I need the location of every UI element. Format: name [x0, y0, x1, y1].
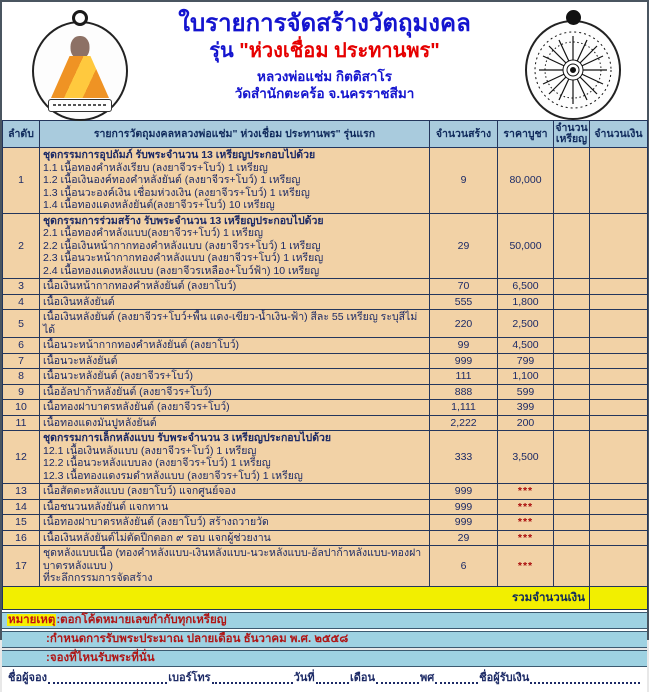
item-cell [40, 499, 430, 515]
item-line: เนื้อเงินหลังยันต์ (ลงยาจีวร+โบว์+พื้น แดง-เขียว-น้ำเงิน-ฟ้า) สีละ 55 เหรียญ ระบุสีไม่ได้ [43, 311, 418, 336]
qty-cell: 111 [430, 369, 498, 385]
monk-head-shape [71, 36, 90, 59]
amount-cell [590, 431, 648, 484]
receiver-name-blank [530, 673, 640, 684]
amount-cell [590, 400, 648, 416]
price-cell: 3,500 [498, 431, 554, 484]
table-row [3, 148, 648, 214]
item-cell [40, 369, 430, 385]
qty-cell: 9 [430, 148, 498, 214]
item-line: ที่ระลึกกรรมการจัดสร้าง [43, 572, 153, 584]
item-line: 12.3 เนื้อทองแดงรมดำหลังแบบ (ลงยาจีวร+โบว์) 1 เหรียญ [43, 469, 303, 482]
month-blank [376, 673, 419, 684]
order-cell: 9 [3, 384, 40, 400]
amulet-loop-icon [72, 10, 88, 26]
total-label: รวมจำนวนเงิน [3, 586, 590, 609]
amulet-front-monk-portrait-image [28, 10, 132, 118]
coin-count-cell [554, 338, 590, 354]
order-cell: 4 [3, 294, 40, 310]
note-text: :ตอกโค้ดหมายเลขกำกับทุกเหรียญ [56, 613, 227, 626]
qty-cell: 999 [430, 515, 498, 531]
table-row [3, 484, 648, 500]
amount-cell [590, 369, 648, 385]
item-line: ชุดหลังแบบเนื้อ (ทองคำหลังแบบ-เงินหลังแบบ-นวะหลังแบบ-อัลปาก้าหลังแบบ-ทองฝาบาตรหลังแบบ ) [43, 547, 422, 572]
item-cell [40, 515, 430, 531]
notes-section [2, 610, 647, 667]
amount-cell [590, 546, 648, 587]
item-line: ชุดกรรมการเล็กหลังแบบ รับพระจำนวน 3 เหรียญประกอบไปด้วย [43, 432, 332, 444]
coin-count-cell [554, 400, 590, 416]
table-row [3, 294, 648, 310]
amount-cell [590, 415, 648, 431]
monk-name: หลวงพ่อแช่ม กิตติสาโร [257, 69, 392, 84]
order-cell: 14 [3, 499, 40, 515]
amount-cell [590, 310, 648, 338]
table-row [3, 400, 648, 416]
item-line: 1.1 เนื้อทองคำหลังเรียบ (ลงยาจีวร+โบว์) 1 เหรียญ [43, 161, 268, 174]
table-row [3, 546, 648, 587]
item-line: 1.4 เนื้อทองแดงหลังยันต์(ลงยาจีวร+โบว์) 10 เหรียญ [43, 199, 275, 211]
monk-robe-shape [51, 56, 109, 98]
price-cell: 799 [498, 353, 554, 369]
amulet-front-oval [32, 21, 128, 121]
qty-cell: 999 [430, 353, 498, 369]
item-cell [40, 279, 430, 295]
coin-count-cell [554, 148, 590, 214]
total-row [3, 586, 648, 609]
col-header-price: ราคาบูชา [498, 121, 554, 148]
item-cell [40, 530, 430, 546]
qty-cell: 999 [430, 484, 498, 500]
table-row [3, 338, 648, 354]
col-header-qty-made: จำนวนสร้าง [430, 121, 498, 148]
amount-cell [590, 338, 648, 354]
item-line: 2.2 เนื้อเงินหน้ากากทองคำหลังแบบ (ลงยาจีวร+โบว์) 1 เหรียญ [43, 239, 321, 252]
qty-cell: 99 [430, 338, 498, 354]
field-label-receiver-name: ชื่อผู้รับเงิน [479, 671, 530, 684]
qty-cell: 888 [430, 384, 498, 400]
coin-count-cell [554, 213, 590, 279]
coin-count-cell [554, 369, 590, 385]
stars-placeholder: *** [517, 516, 534, 529]
yantra-pattern-icon [527, 22, 619, 118]
price-cell: 2,500 [498, 310, 554, 338]
order-cell: 2 [3, 213, 40, 279]
amount-cell [590, 213, 648, 279]
order-cell: 16 [3, 530, 40, 546]
stars-placeholder: *** [517, 559, 534, 572]
item-cell [40, 338, 430, 354]
amount-cell [590, 384, 648, 400]
coin-count-cell [554, 431, 590, 484]
price-cell: 1,800 [498, 294, 554, 310]
order-cell: 11 [3, 415, 40, 431]
price-cell [498, 546, 554, 587]
item-line: เนื้อนวะหน้ากากทองคำหลังยันต์ (ลงยาโบว์) [43, 339, 240, 351]
field-label-month: เดือน [350, 671, 376, 684]
note-line [2, 631, 647, 648]
item-line: เนื้อทองแดงมันปูหลังยันต์ [43, 416, 157, 429]
item-cell [40, 294, 430, 310]
coin-count-cell [554, 530, 590, 546]
price-cell: 80,000 [498, 148, 554, 214]
table-row [3, 369, 648, 385]
item-cell [40, 213, 430, 279]
table-row [3, 279, 648, 295]
price-cell: 599 [498, 384, 554, 400]
note-line [2, 650, 647, 667]
amount-cell [590, 294, 648, 310]
item-cell [40, 148, 430, 214]
coin-count-cell [554, 310, 590, 338]
qty-cell: 999 [430, 499, 498, 515]
stars-placeholder: *** [517, 531, 534, 544]
amount-cell [590, 148, 648, 214]
table-row [3, 530, 648, 546]
item-line: 2.4 เนื้อทองแดงหลังแบบ (ลงยาจีวรเหลือง+โบว์ฟ้า) 10 เหรียญ [43, 264, 320, 277]
document-header [2, 2, 647, 120]
temple-name: วัดสำนักตะคร้อ จ.นครราชสีมา [234, 86, 415, 101]
table-row [3, 353, 648, 369]
order-cell: 7 [3, 353, 40, 369]
item-cell [40, 384, 430, 400]
qty-cell: 1,111 [430, 400, 498, 416]
item-line: ชุดกรรมการอุปถัมภ์ รับพระจำนวน 13 เหรียญประกอบไปด้วย [43, 149, 316, 161]
item-line: เนื้อเงินหลังยันต์ [43, 295, 115, 308]
price-cell [498, 499, 554, 515]
table-row [3, 431, 648, 484]
amount-cell [590, 499, 648, 515]
item-line: เนื้อทองฝาบาตรหลังยันต์ (ลงยาจีวร+โบว์) [43, 401, 230, 413]
order-cell: 8 [3, 369, 40, 385]
order-cell: 15 [3, 515, 40, 531]
amulet-loop-solid-icon [566, 10, 581, 25]
order-cell: 10 [3, 400, 40, 416]
coin-count-cell [554, 515, 590, 531]
amount-cell [590, 530, 648, 546]
coin-count-cell [554, 499, 590, 515]
order-cell: 12 [3, 431, 40, 484]
price-cell: 200 [498, 415, 554, 431]
amount-cell [590, 484, 648, 500]
price-cell [498, 484, 554, 500]
signature-line [2, 667, 647, 692]
order-cell: 6 [3, 338, 40, 354]
table-row [3, 515, 648, 531]
coin-count-cell [554, 279, 590, 295]
table-header-row [3, 121, 648, 148]
item-cell [40, 400, 430, 416]
series-name: "ห่วงเชื่อม ประทานพร" [239, 40, 440, 62]
item-line: เนื้อเงินหลังยันต์ไม่ตัดปีกตอก ๙ รอบ แจกผู้ช่วยงาน [43, 531, 271, 544]
booker-name-blank [48, 673, 167, 684]
item-line: เนื้อทองฝาบาตรหลังยันต์ (ลงยาโบว์) สร้างถวายวัด [43, 516, 269, 528]
col-header-amount: จำนวนเงิน [590, 121, 648, 148]
day-blank [316, 673, 349, 684]
qty-cell: 70 [430, 279, 498, 295]
page-title: ใบรายการจัดสร้างวัตถุมงคล [178, 10, 471, 37]
field-label-phone: เบอร์โทร [168, 671, 211, 684]
table-row [3, 213, 648, 279]
item-line: 2.1 เนื้อทองคำหลังแบบ(ลงยาจีวร+โบว์) 1 เหรียญ [43, 227, 263, 239]
item-cell [40, 310, 430, 338]
coin-count-cell [554, 294, 590, 310]
qty-cell: 6 [430, 546, 498, 587]
item-line: ชุดกรรมการร่วมสร้าง รับพระจำนวน 13 เหรียญประกอบไปด้วย [43, 214, 324, 227]
amulet-back-yantra-image [521, 10, 625, 118]
amount-cell [590, 515, 648, 531]
amulet-back-oval [525, 20, 621, 120]
note-text: :จองที่ไหนรับพระที่นั่น [46, 651, 155, 664]
stars-placeholder: *** [517, 485, 534, 498]
item-line: เนื้ออัลปาก้าหลังยันต์ (ลงยาจีวร+โบว์) [43, 385, 212, 398]
note-label: หมายเหตุ [8, 613, 56, 626]
qty-cell: 333 [430, 431, 498, 484]
item-cell [40, 546, 430, 587]
item-line: เนื้อเงินหน้ากากทองคำหลังยันต์ (ลงยาโบว์) [43, 280, 237, 292]
qty-cell: 29 [430, 213, 498, 279]
order-cell: 1 [3, 148, 40, 214]
coin-count-cell [554, 484, 590, 500]
items-tbody [3, 148, 648, 587]
price-cell: 399 [498, 400, 554, 416]
table-row [3, 310, 648, 338]
order-cell: 17 [3, 546, 40, 587]
amount-cell [590, 353, 648, 369]
field-label-year: พศ [420, 671, 435, 684]
items-table [2, 120, 648, 610]
total-amount-cell [590, 586, 648, 609]
note-line [2, 612, 647, 629]
item-cell [40, 415, 430, 431]
note-text: :กำหนดการรับพระประมาณ ปลายเดือน ธันวาคม พ.ศ. ๒๕๕๘ [46, 632, 349, 645]
price-cell: 6,500 [498, 279, 554, 295]
phone-blank [212, 673, 293, 684]
item-line: 1.3 เนื้อนวะองค์เงิน เชื่อมห่วงเงิน (ลงยาจีวร+โบว์) 1 เหรียญ [43, 186, 310, 199]
col-header-order: ลำดับ [3, 121, 40, 148]
coin-count-cell [554, 415, 590, 431]
col-header-coin-count: จำนวน เหรียญ [554, 121, 590, 148]
col-header-item: รายการวัตถุมงคลหลวงพ่อแช่ม" ห่วงเชื่อม ประทานพร" รุ่นแรก [40, 121, 430, 148]
coin-count-cell [554, 384, 590, 400]
item-line: 1.2 เนื้อเงินองค์ทองคำหลังยันต์ (ลงยาจีวร+โบว์) 1 เหรียญ [43, 174, 301, 186]
item-line: 12.1 เนื้อเงินหลังแบบ (ลงยาจีวร+โบว์) 1 เหรียญ [43, 444, 257, 457]
qty-cell: 555 [430, 294, 498, 310]
item-line: เนื้อชนวนหลังยันต์ แจกทาน [43, 500, 169, 513]
field-label-booker-name: ชื่อผู้จอง [8, 671, 47, 684]
amount-cell [590, 279, 648, 295]
stars-placeholder: *** [517, 500, 534, 513]
series-prefix: รุ่น [209, 40, 240, 62]
coin-count-cell [554, 546, 590, 587]
table-row [3, 499, 648, 515]
year-blank [435, 673, 478, 684]
item-line: 12.2 เนื้อนวะหลังแบบลง (ลงยาจีวร+โบว์) 1 เหรียญ [43, 457, 271, 469]
order-cell: 3 [3, 279, 40, 295]
order-cell: 5 [3, 310, 40, 338]
amulet-banner-shape [48, 99, 112, 112]
item-line: เนื้อนวะหลังยันต์ (ลงยาจีวร+โบว์) [43, 370, 193, 382]
coin-count-cell [554, 353, 590, 369]
qty-cell: 220 [430, 310, 498, 338]
qty-cell: 29 [430, 530, 498, 546]
item-cell [40, 484, 430, 500]
item-line: เนื้อนวะหลังยันต์ [43, 354, 118, 367]
field-label-day: วันที่ [293, 671, 315, 684]
table-row [3, 415, 648, 431]
price-cell: 1,100 [498, 369, 554, 385]
qty-cell: 2,222 [430, 415, 498, 431]
order-cell: 13 [3, 484, 40, 500]
item-line: 2.3 เนื้อนวะหน้ากากทองคำหลังแบบ (ลงยาจีวร+โบว์) 1 เหรียญ [43, 252, 324, 264]
price-cell: 50,000 [498, 213, 554, 279]
item-cell [40, 431, 430, 484]
price-cell: 4,500 [498, 338, 554, 354]
price-cell [498, 515, 554, 531]
price-cell [498, 530, 554, 546]
table-row [3, 384, 648, 400]
item-line: เนื้อสัตตะหลังแบบ (ลงยาโบว์) แจกศูนย์จอง [43, 485, 236, 497]
item-cell [40, 353, 430, 369]
